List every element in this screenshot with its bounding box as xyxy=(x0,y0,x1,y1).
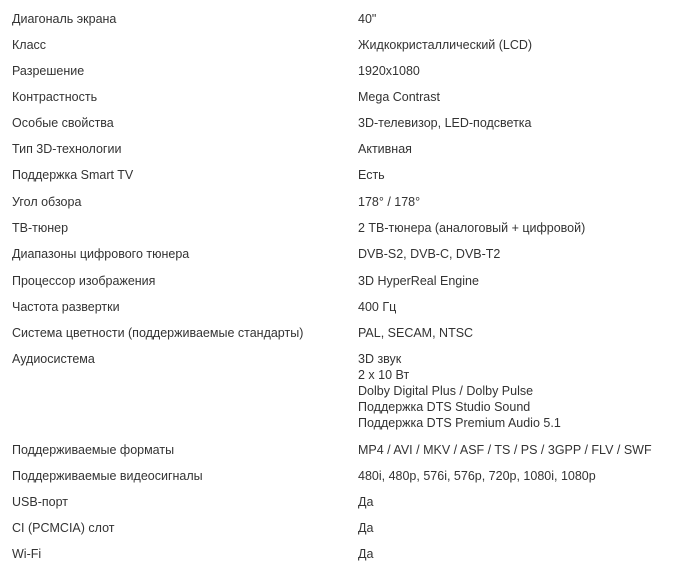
spec-row xyxy=(0,243,690,270)
spec-value xyxy=(358,167,690,183)
spec-value xyxy=(358,520,690,536)
spec-value-line: 480i, 480p, 576i, 576p, 720p, 1080i, 1080p xyxy=(358,469,596,483)
spec-value-line: Да xyxy=(358,521,374,535)
spec-value-line: Да xyxy=(358,495,374,509)
spec-value xyxy=(358,494,690,510)
spec-label: Диагональ экрана xyxy=(12,12,117,26)
spec-value xyxy=(358,37,690,53)
spec-value-line: Активная xyxy=(358,142,412,156)
spec-row xyxy=(0,86,690,112)
spec-value-line: Да xyxy=(358,547,374,561)
spec-label: CI (PCMCIA) слот xyxy=(12,521,115,535)
spec-value xyxy=(358,11,690,27)
spec-row xyxy=(0,112,690,138)
spec-row xyxy=(0,543,690,565)
spec-value xyxy=(358,273,690,289)
spec-label: Разрешение xyxy=(12,64,85,78)
spec-value-line: Поддержка DTS Studio Sound xyxy=(358,400,531,414)
spec-row xyxy=(0,138,690,164)
spec-row xyxy=(0,217,690,243)
spec-label: Частота развертки xyxy=(12,300,120,314)
spec-value-line: 178° / 178° xyxy=(358,195,421,209)
spec-row xyxy=(0,465,690,491)
spec-label: Процессор изображения xyxy=(12,274,156,288)
spec-value-line: DVB-S2, DVB-C, DVB-T2 xyxy=(358,247,501,261)
spec-row xyxy=(0,164,690,191)
spec-label: Система цветности (поддерживаемые стандарты) xyxy=(12,326,304,340)
spec-value-line: Mega Contrast xyxy=(358,90,440,104)
spec-label: Поддерживаемые форматы xyxy=(12,443,175,457)
spec-value xyxy=(358,141,690,157)
spec-row xyxy=(0,270,690,296)
spec-value-line: Dolby Digital Plus / Dolby Pulse xyxy=(358,384,534,398)
spec-label: Угол обзора xyxy=(12,195,82,209)
spec-label: ТВ-тюнер xyxy=(12,221,69,235)
spec-label: Класс xyxy=(12,38,47,52)
spec-value xyxy=(358,63,690,79)
spec-label: Диапазоны цифрового тюнера xyxy=(12,247,190,261)
spec-label: Контрастность xyxy=(12,90,98,104)
spec-value-line: 3D HyperReal Engine xyxy=(358,274,479,288)
spec-value-line: Поддержка DTS Premium Audio 5.1 xyxy=(358,416,561,430)
spec-label: Wi-Fi xyxy=(12,547,42,561)
spec-value-line: PAL, SECAM, NTSC xyxy=(358,326,474,340)
spec-value-line: MP4 / AVI / MKV / ASF / TS / PS / 3GPP / FLV / SWF xyxy=(358,443,652,457)
spec-value xyxy=(358,546,690,562)
spec-value xyxy=(358,325,690,341)
spec-value-line: Жидкокристаллический (LCD) xyxy=(358,38,533,52)
spec-row xyxy=(0,322,690,348)
spec-row xyxy=(0,439,690,465)
spec-row xyxy=(0,517,690,543)
spec-label: Аудиосистема xyxy=(12,352,95,366)
spec-label: Тип 3D-технологии xyxy=(12,142,122,156)
spec-row xyxy=(0,8,690,34)
spec-value xyxy=(358,220,690,236)
spec-value xyxy=(358,194,690,210)
spec-value-line: 3D звук xyxy=(358,352,402,366)
spec-value xyxy=(358,115,690,131)
spec-row xyxy=(0,60,690,86)
spec-value xyxy=(358,299,690,315)
spec-value-line: 1920x1080 xyxy=(358,64,420,78)
spec-label: Особые свойства xyxy=(12,116,114,130)
spec-row xyxy=(0,34,690,60)
spec-row xyxy=(0,491,690,517)
spec-label: Поддерживаемые видеосигналы xyxy=(12,469,203,483)
spec-row xyxy=(0,296,690,322)
spec-value xyxy=(358,246,690,262)
spec-row xyxy=(0,191,690,217)
spec-label: Поддержка Smart TV xyxy=(12,168,134,182)
spec-value-line: 2 х 10 Вт xyxy=(358,368,410,382)
spec-value xyxy=(358,442,690,458)
spec-value-line: 2 ТВ-тюнера (аналоговый + цифровой) xyxy=(358,221,586,235)
spec-value-line: 40" xyxy=(358,12,377,26)
spec-row xyxy=(0,348,690,439)
spec-value-line: 3D-телевизор, LED-подсветка xyxy=(358,116,532,130)
spec-value xyxy=(358,89,690,105)
spec-value xyxy=(358,468,690,484)
spec-value xyxy=(358,351,690,431)
spec-value-line: Есть xyxy=(358,168,385,182)
spec-value-line: 400 Гц xyxy=(358,300,397,314)
spec-label: USB-порт xyxy=(12,495,68,509)
